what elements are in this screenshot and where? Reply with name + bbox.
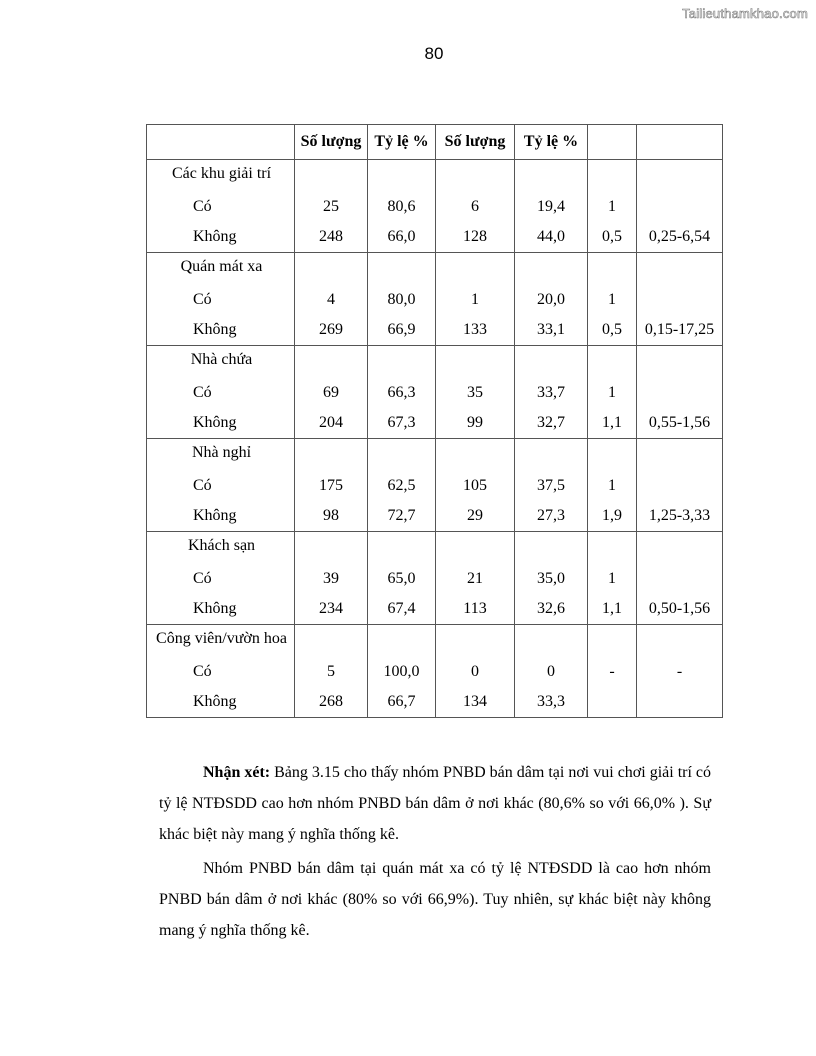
table-row	[147, 346, 723, 439]
value-cell	[295, 532, 368, 625]
cell-value: 100,0	[383, 663, 420, 680]
cell-value: 99	[467, 414, 483, 431]
cell-value: 98	[323, 507, 339, 524]
value-cell	[436, 346, 515, 439]
cell-value: 0	[547, 663, 555, 680]
header-cell	[147, 125, 295, 160]
cell-value: 1,9	[602, 507, 622, 524]
cell-value: 0,50-1,56	[648, 600, 711, 617]
value-cell	[368, 439, 436, 532]
header-cell	[588, 125, 637, 160]
cell-value: 1	[608, 477, 616, 494]
value-cell	[368, 346, 436, 439]
row-label: Không	[193, 693, 237, 710]
cell-value: 67,4	[387, 600, 416, 617]
value-cell	[588, 253, 637, 346]
value-cell	[515, 625, 588, 718]
value-cell	[515, 160, 588, 253]
cell-value: 80,6	[387, 198, 416, 215]
value-cell	[637, 160, 723, 253]
header-cell: Số lượng	[436, 125, 515, 160]
group-name: Công viên/vườn hoa	[156, 630, 287, 647]
table-row	[147, 625, 723, 718]
row-label: Không	[193, 228, 237, 245]
cell-value: 29	[467, 507, 483, 524]
value-cell	[515, 532, 588, 625]
header-cell: Số lượng	[295, 125, 368, 160]
cell-value: 113	[463, 600, 487, 617]
row-label: Có	[193, 477, 212, 494]
cell-value	[637, 471, 722, 501]
group-cell	[147, 346, 295, 439]
value-cell	[368, 160, 436, 253]
cell-value: 80,0	[387, 291, 416, 308]
data-table	[146, 124, 723, 718]
group-name: Các khu giải trí	[171, 165, 272, 182]
row-label: Có	[193, 570, 212, 587]
cell-value: 5	[327, 663, 335, 680]
value-cell	[295, 625, 368, 718]
cell-value: 204	[319, 414, 343, 431]
cell-value: 1,1	[602, 414, 622, 431]
paragraph-lead: Nhận xét:	[203, 764, 271, 781]
value-cell	[515, 439, 588, 532]
cell-value: 248	[319, 228, 343, 245]
group-name: Quán mát xa	[180, 258, 263, 275]
cell-value: 1	[608, 570, 616, 587]
cell-value: 1	[608, 198, 616, 215]
cell-value	[637, 564, 722, 594]
value-cell	[637, 532, 723, 625]
value-cell	[436, 532, 515, 625]
cell-value: 1,1	[602, 600, 622, 617]
cell-value: 66,0	[387, 228, 416, 245]
row-label: Có	[193, 663, 212, 680]
cell-value: 69	[323, 384, 339, 401]
cell-value: 6	[471, 198, 479, 215]
cell-value: 19,4	[537, 198, 565, 215]
cell-value: 72,7	[387, 507, 416, 524]
table-row	[147, 532, 723, 625]
page-number: 80	[424, 44, 444, 63]
value-cell	[295, 439, 368, 532]
value-cell	[295, 160, 368, 253]
table-row	[147, 439, 723, 532]
cell-value: -	[676, 663, 683, 680]
cell-value: 1	[608, 291, 616, 308]
group-cell	[147, 532, 295, 625]
cell-value: 33,7	[537, 384, 565, 401]
paragraph	[159, 853, 711, 946]
group-cell	[147, 253, 295, 346]
cell-value	[637, 687, 722, 717]
cell-value: -	[609, 663, 615, 680]
header-cell	[637, 125, 723, 160]
value-cell	[588, 346, 637, 439]
cell-value: 4	[327, 291, 335, 308]
value-cell	[295, 346, 368, 439]
cell-value: 33,3	[537, 693, 565, 710]
value-cell	[637, 346, 723, 439]
value-cell	[295, 253, 368, 346]
row-label: Không	[193, 507, 237, 524]
cell-value: 0,15-17,25	[644, 321, 715, 338]
cell-value: 62,5	[387, 477, 416, 494]
row-label: Không	[193, 600, 237, 617]
cell-value: 0,5	[602, 321, 622, 338]
value-cell	[436, 253, 515, 346]
value-cell	[637, 439, 723, 532]
cell-value: 21	[467, 570, 483, 587]
value-cell	[515, 346, 588, 439]
cell-value: 1,25-3,33	[648, 507, 711, 524]
group-name: Nhà chứa	[190, 351, 253, 368]
cell-value: 20,0	[537, 291, 565, 308]
cell-value: 268	[319, 693, 343, 710]
value-cell	[436, 439, 515, 532]
cell-value: 35,0	[537, 570, 565, 587]
group-cell	[147, 160, 295, 253]
watermark: Tailieuthamkhao.com	[682, 6, 808, 21]
cell-value: 133	[463, 321, 487, 338]
group-name: Nhà nghỉ	[191, 444, 252, 461]
cell-value: 134	[463, 693, 487, 710]
header-cell: Tỷ lệ %	[515, 125, 588, 160]
value-cell	[588, 532, 637, 625]
cell-value: 0	[471, 663, 479, 680]
row-label: Có	[193, 198, 212, 215]
row-label: Có	[193, 291, 212, 308]
cell-value: 0,25-6,54	[648, 228, 711, 245]
group-cell	[147, 439, 295, 532]
cell-value: 234	[319, 600, 343, 617]
value-cell	[637, 625, 723, 718]
cell-value: 66,9	[387, 321, 416, 338]
paragraph-text: Nhóm PNBD bán dâm tại quán mát xa có tỷ lệ NTĐSDD là cao hơn nhóm PNBD bán dâm ở nơi khác (80% so với 66,9%). Tuy nhiên, sự khác biệt này không mang ý nghĩa thống kê.	[159, 860, 711, 939]
row-label: Không	[193, 321, 237, 338]
cell-value: 1	[471, 291, 479, 308]
cell-value	[588, 687, 636, 717]
row-label: Có	[193, 384, 212, 401]
cell-value: 25	[323, 198, 339, 215]
cell-value: 33,1	[537, 321, 565, 338]
paragraph	[159, 757, 711, 850]
paragraph-text: Bảng 3.15 cho thấy nhóm PNBD bán dâm tại nơi vui chơi giải trí có tỷ lệ NTĐSDD cao hơn nhóm PNBD bán dâm ở nơi khác (80,6% so với 66,0% ). Sự khác biệt này mang ý nghĩa thống kê.	[159, 764, 712, 843]
cell-value: 0,55-1,56	[648, 414, 711, 431]
cell-value: 32,6	[537, 600, 565, 617]
cell-value: 35	[467, 384, 483, 401]
value-cell	[368, 625, 436, 718]
cell-value: 0,5	[602, 228, 622, 245]
value-cell	[637, 253, 723, 346]
cell-value: 27,3	[537, 507, 565, 524]
cell-value: 66,3	[387, 384, 416, 401]
value-cell	[588, 439, 637, 532]
cell-value	[637, 285, 722, 315]
table-row	[147, 160, 723, 253]
value-cell	[588, 160, 637, 253]
cell-value: 175	[319, 477, 343, 494]
cell-value: 1	[608, 384, 616, 401]
group-cell	[147, 625, 295, 718]
table-row	[147, 253, 723, 346]
cell-value: 39	[323, 570, 339, 587]
cell-value: 66,7	[387, 693, 416, 710]
cell-value: 269	[319, 321, 343, 338]
row-label: Không	[193, 414, 237, 431]
value-cell	[515, 253, 588, 346]
cell-value: 65,0	[387, 570, 416, 587]
value-cell	[368, 532, 436, 625]
cell-value	[637, 192, 722, 222]
value-cell	[436, 160, 515, 253]
cell-value: 128	[463, 228, 487, 245]
value-cell	[588, 625, 637, 718]
cell-value: 37,5	[537, 477, 565, 494]
group-name: Khách sạn	[187, 537, 256, 554]
table-header-row	[147, 125, 723, 160]
cell-value: 32,7	[537, 414, 565, 431]
cell-value: 67,3	[387, 414, 416, 431]
value-cell	[436, 625, 515, 718]
header-cell: Tỷ lệ %	[368, 125, 436, 160]
cell-value: 44,0	[537, 228, 565, 245]
value-cell	[368, 253, 436, 346]
cell-value	[637, 378, 722, 408]
cell-value: 105	[463, 477, 487, 494]
